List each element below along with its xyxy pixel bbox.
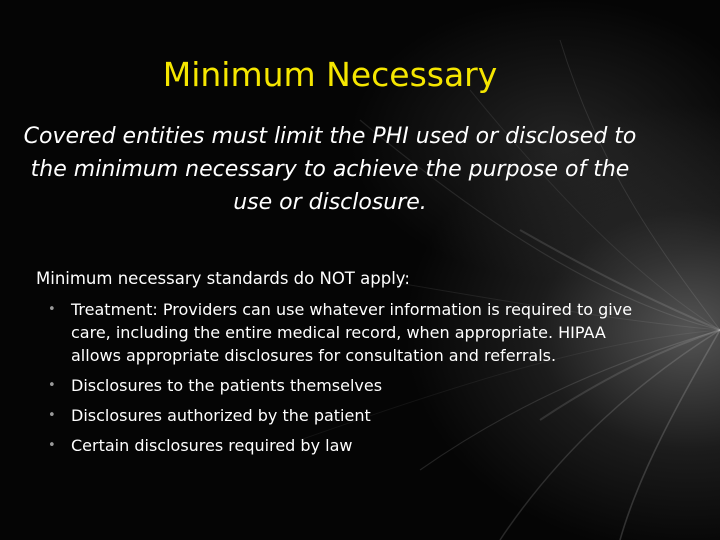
list-item [48,404,648,427]
bullet-text: Disclosures to the patients themselves [71,376,383,395]
bullet-icon: • [48,408,56,423]
list-item [48,298,648,367]
bullet-list [48,298,648,464]
slide-title: Minimum Necessary [162,55,498,94]
list-item [48,434,648,457]
bullet-text: Disclosures authorized by the patient [71,406,371,425]
bullet-text: Treatment: Providers can use whatever information is required to give care, including the entire medical record, when appropriate. HIPAA allows appropriate disclosures for consultation and referrals. [71,300,633,365]
body-lead-text: Minimum necessary standards do NOT apply: [36,269,410,288]
bullet-icon: • [48,438,56,453]
bullet-icon: • [48,302,56,317]
bullet-icon: • [48,378,56,393]
bullet-text: Certain disclosures required by law [71,436,353,455]
slide-subtitle: Covered entities must limit the PHI used or disclosed to the minimum necessary to achieve the purpose of the use or disclosure. [23,124,637,215]
list-item [48,374,648,397]
